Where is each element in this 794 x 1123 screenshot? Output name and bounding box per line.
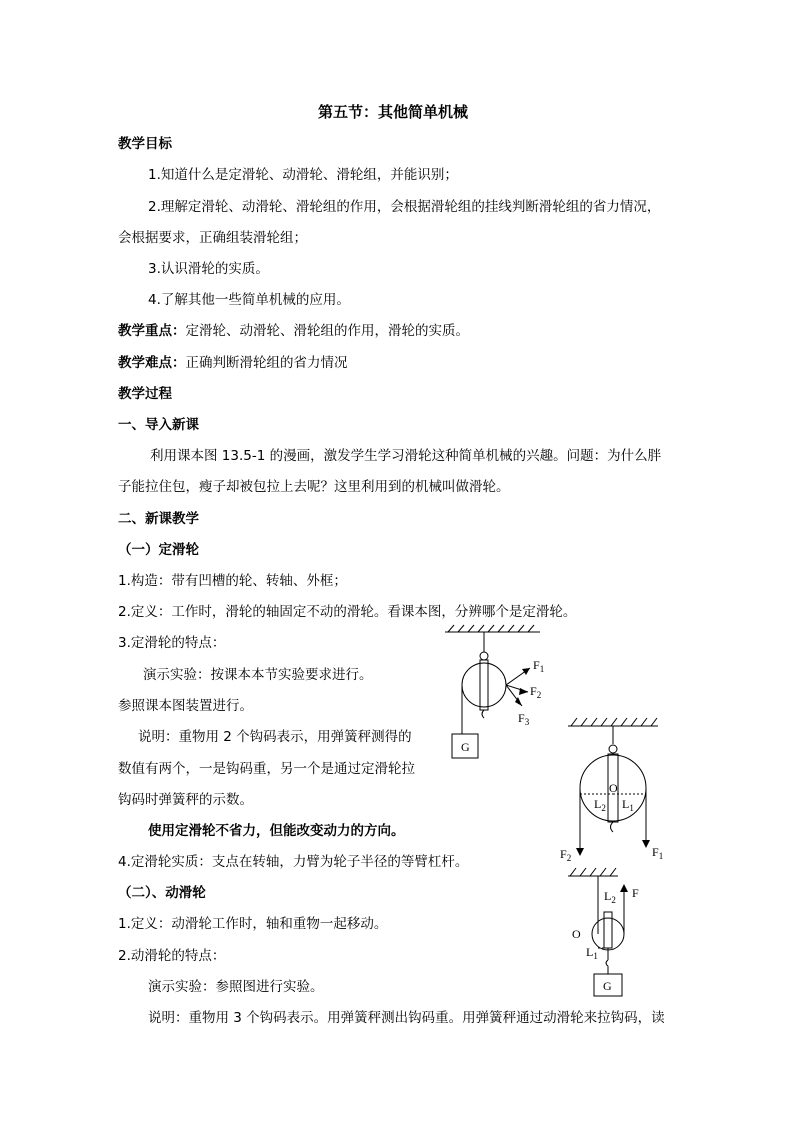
goal-1: 1.知道什么是定滑轮、动滑轮、滑轮组，并能识别； xyxy=(148,167,458,183)
difficulty xyxy=(118,354,348,372)
label-o-2: O xyxy=(572,927,581,941)
movable-pulley-heading: （二）、动滑轮 xyxy=(118,885,206,901)
goal-2: 2.理解定滑轮、动滑轮、滑轮组的作用，会根据滑轮组的挂线判断滑轮组的省力情况， xyxy=(148,199,661,215)
section1-line-2: 子能拉住包，瘦子却被包拉上去呢？这里利用到的机械叫做滑轮。 xyxy=(118,479,510,495)
fixed-line-8: 钩码时弹簧秤的示数。 xyxy=(118,792,253,808)
process-heading: 教学过程 xyxy=(118,386,172,402)
label-l1-b: $L_1$ xyxy=(586,945,598,961)
label-f: F xyxy=(632,886,639,900)
movable-line-4: 说明：重物用 3 个钩码表示。用弹簧秤测出钩码重。用弹簧秤通过动滑轮来拉钩码，读 xyxy=(148,1010,665,1026)
fixed-line-1: 1.构造：带有凹槽的轮、转轴、外框； xyxy=(118,573,347,589)
movable-wheel xyxy=(592,918,624,950)
label-o: O xyxy=(609,781,618,795)
fixed-pulley-heading: （一）定滑轮 xyxy=(118,542,199,558)
goal-3: 3.认识滑轮的实质。 xyxy=(148,261,269,277)
fixed-line-7: 数值有两个，一是钩码重，另一个是通过定滑轮拉 xyxy=(118,761,415,777)
fixed-line-4: 演示实验：按课本本节实验要求进行。 xyxy=(143,667,373,683)
ceiling-hatch xyxy=(445,625,540,632)
key-point-label: 教学重点： xyxy=(118,323,186,339)
movable-pulley-figure xyxy=(560,862,660,1002)
label-f1: $F_1$ xyxy=(533,658,545,674)
fixed-pulley-figure-1 xyxy=(440,622,560,762)
label-g: G xyxy=(461,740,470,754)
fixed-line-3: 3.定滑轮的特点： xyxy=(118,635,226,651)
fixed-conclusion: 使用定滑轮不省力，但能改变动力的方向。 xyxy=(148,823,405,839)
label-l1: $L_1$ xyxy=(622,797,634,813)
movable-line-2: 2.动滑轮的特点： xyxy=(118,948,226,964)
goals-heading: 教学目标 xyxy=(118,136,172,152)
ceiling-hatch-2 xyxy=(568,718,658,726)
label-f3: $F_3$ xyxy=(518,711,530,727)
section1-heading: 一、导入新课 xyxy=(118,417,199,433)
fixed-line-5: 参照课本图装置进行。 xyxy=(118,698,253,714)
fixed-line-6: 说明：重物用 2 个钩码表示，用弹簧秤测得的 xyxy=(138,729,412,745)
goal-2-cont: 会根据要求，正确组装滑轮组； xyxy=(118,230,307,246)
key-point-text: 定滑轮、动滑轮、滑轮组的作用，滑轮的实质。 xyxy=(185,323,469,339)
difficulty-label: 教学难点： xyxy=(118,355,186,371)
fixed-line-2: 2.定义：工作时，滑轮的轴固定不动的滑轮。看课本图，分辨哪个是定滑轮。 xyxy=(118,604,577,620)
label-l2: $L_2$ xyxy=(594,797,606,813)
label-f2-b: $F_2$ xyxy=(560,847,572,862)
fixed-pulley-figure-2 xyxy=(556,712,676,862)
ceiling-hatch-3 xyxy=(568,868,618,876)
section1-line-1: 利用课本图 13.5-1 的漫画，激发学生学习滑轮这种简单机械的兴趣。问题：为什么胖 xyxy=(150,448,662,464)
key-point xyxy=(118,322,469,340)
page-title: 第五节：其他简单机械 xyxy=(318,103,469,121)
goal-4: 4.了解其他一些简单机械的应用。 xyxy=(148,292,350,308)
movable-line-3: 演示实验：参照图进行实验。 xyxy=(148,979,324,995)
label-f1-b: $F_1$ xyxy=(652,845,664,861)
label-l2-b: $L_2$ xyxy=(604,889,616,905)
label-g-2: G xyxy=(603,979,612,993)
label-f2: $F_2$ xyxy=(530,684,542,700)
difficulty-text: 正确判断滑轮组的省力情况 xyxy=(185,355,348,371)
movable-line-1: 1.定义：动滑轮工作时，轴和重物一起移动。 xyxy=(118,916,388,932)
pulley-wheel xyxy=(462,663,506,707)
section2-heading: 二、新课教学 xyxy=(118,511,199,527)
fixed-essence: 4.定滑轮实质：支点在转轴，力臂为轮子半径的等臂杠杆。 xyxy=(118,854,469,870)
